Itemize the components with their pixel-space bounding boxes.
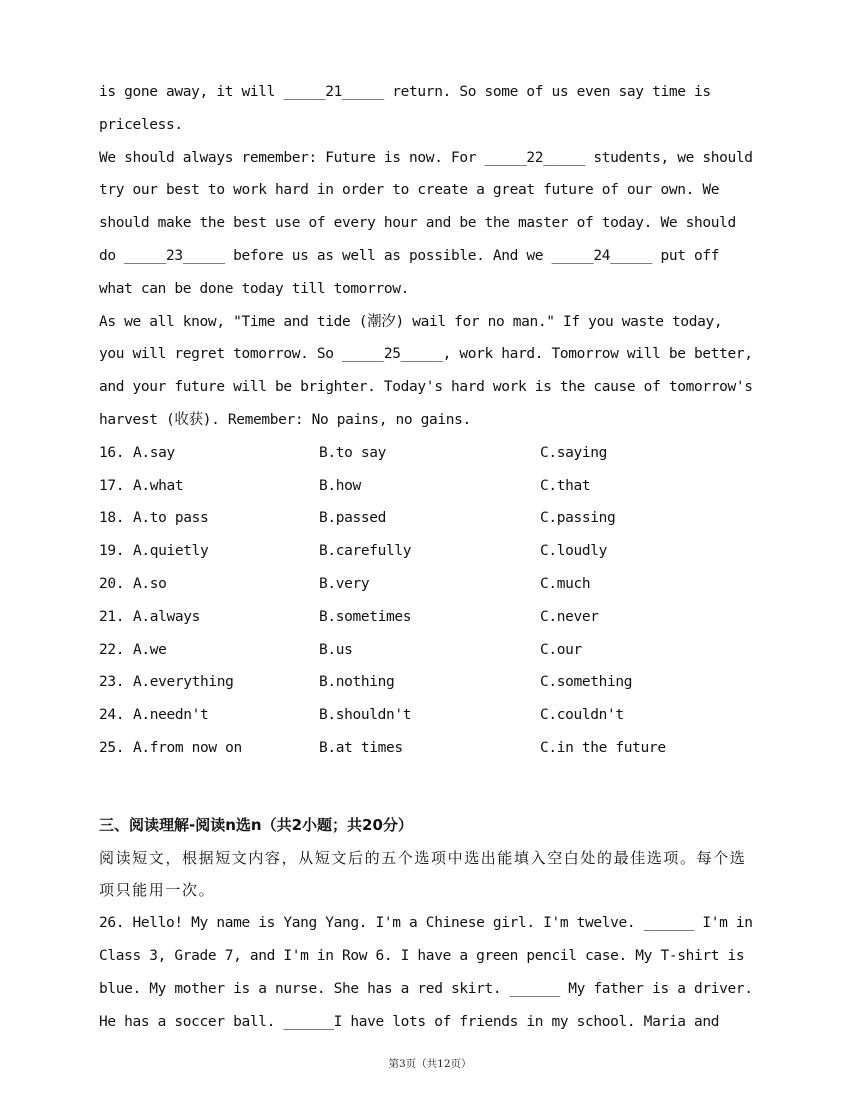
question-row: [99, 470, 769, 503]
question-number: 22.: [99, 641, 125, 658]
passage-line: He has a soccer ball. ______I have lots of friends in my school. Maria and: [99, 1013, 720, 1030]
option-b: B.passed: [319, 510, 387, 527]
section-heading: 三、阅读理解-阅读n选n（共2小题；共20分）: [99, 815, 413, 834]
passage-line: As we all know, "Time and tide (潮汐) wail for no man." If you waste today,: [99, 313, 723, 330]
question-number: 20.: [99, 575, 125, 592]
question-number: 17.: [99, 477, 125, 494]
passage-line: try our best to work hard in order to create a great future of our own. We: [99, 182, 720, 199]
question-row: [99, 601, 769, 634]
passage-line: what can be done today till tomorrow.: [99, 280, 410, 297]
option-a: A.always: [133, 608, 201, 625]
option-b: B.carefully: [319, 543, 412, 560]
question-row: [99, 666, 769, 699]
option-c: C.that: [540, 477, 591, 494]
option-a: A.what: [133, 477, 184, 494]
cloze-passage: [99, 76, 769, 437]
passage-line: priceless.: [99, 116, 183, 133]
option-a: A.say: [133, 444, 175, 461]
instruction-line: [99, 842, 769, 875]
question-options-list: [99, 437, 769, 765]
passage-line: should make the best use of every hour and be the master of today. We should: [99, 215, 736, 232]
instruction-text-tail: 项。每个选: [663, 848, 747, 867]
question-row: [99, 502, 769, 535]
option-a: A.everything: [133, 674, 234, 691]
question-number: 23.: [99, 674, 125, 691]
option-c: C.in the future: [540, 739, 666, 756]
question-row: [99, 634, 769, 667]
option-c: C.couldn't: [540, 707, 624, 724]
passage-line: do _____23_____ before us as well as possible. And we _____24_____ put off: [99, 247, 720, 264]
question-number: 21.: [99, 608, 125, 625]
option-a: A.from now on: [133, 739, 242, 756]
passage-line: blue. My mother is a nurse. She has a red skirt. ______ My father is a driver.: [99, 980, 753, 997]
option-a: A.to pass: [133, 510, 209, 527]
option-c: C.our: [540, 641, 582, 658]
option-c: C.something: [540, 674, 633, 691]
passage-line: and your future will be brighter. Today's hard work is the cause of tomorrow's: [99, 379, 753, 396]
option-b: B.how: [319, 477, 361, 494]
option-b: B.us: [319, 641, 353, 658]
option-a: A.we: [133, 641, 167, 658]
question-number: 19.: [99, 543, 125, 560]
option-c: C.much: [540, 575, 591, 592]
section-reading-comprehension: [99, 809, 769, 1039]
question-row: [99, 568, 769, 601]
passage-line: Class 3, Grade 7, and I'm in Row 6. I have a green pencil case. My T-shirt is: [99, 947, 745, 964]
question-row: [99, 732, 769, 765]
question-row: [99, 437, 769, 470]
option-c: C.never: [540, 608, 599, 625]
question-number: 25.: [99, 739, 125, 756]
option-c: C.passing: [540, 510, 616, 527]
option-b: B.to say: [319, 444, 387, 461]
option-c: C.loudly: [540, 543, 608, 560]
section-spacer: [99, 765, 769, 809]
option-b: B.nothing: [319, 674, 395, 691]
option-a: A.needn't: [133, 707, 209, 724]
instruction-text: 阅读短文，根据短文内容，从短文后的五个选项中选出能填入空白处的最佳选: [99, 848, 664, 867]
option-b: B.sometimes: [319, 608, 412, 625]
question-row: [99, 699, 769, 732]
instruction-line: 项只能用一次。: [99, 881, 216, 900]
passage-line: you will regret tomorrow. So _____25_____, work hard. Tomorrow will be better,: [99, 346, 753, 363]
page-content: [99, 76, 769, 1038]
page-footer: 第3页（共12页）: [388, 1058, 472, 1070]
passage-line: is gone away, it will _____21_____ return. So some of us even say time is: [99, 84, 711, 100]
option-a: A.so: [133, 575, 167, 592]
question-number: 18.: [99, 510, 125, 527]
passage-line: We should always remember: Future is now. For _____22_____ students, we should: [99, 149, 753, 166]
passage-line: 26. Hello! My name is Yang Yang. I'm a Chinese girl. I'm twelve. ______ I'm in: [99, 915, 753, 932]
option-c: C.saying: [540, 444, 608, 461]
option-b: B.at times: [319, 739, 403, 756]
option-b: B.very: [319, 575, 370, 592]
option-a: A.quietly: [133, 543, 209, 560]
question-number: 24.: [99, 707, 125, 724]
option-b: B.shouldn't: [319, 707, 412, 724]
passage-line: harvest (收获). Remember: No pains, no gains.: [99, 411, 471, 428]
question-row: [99, 535, 769, 568]
question-number: 16.: [99, 444, 125, 461]
